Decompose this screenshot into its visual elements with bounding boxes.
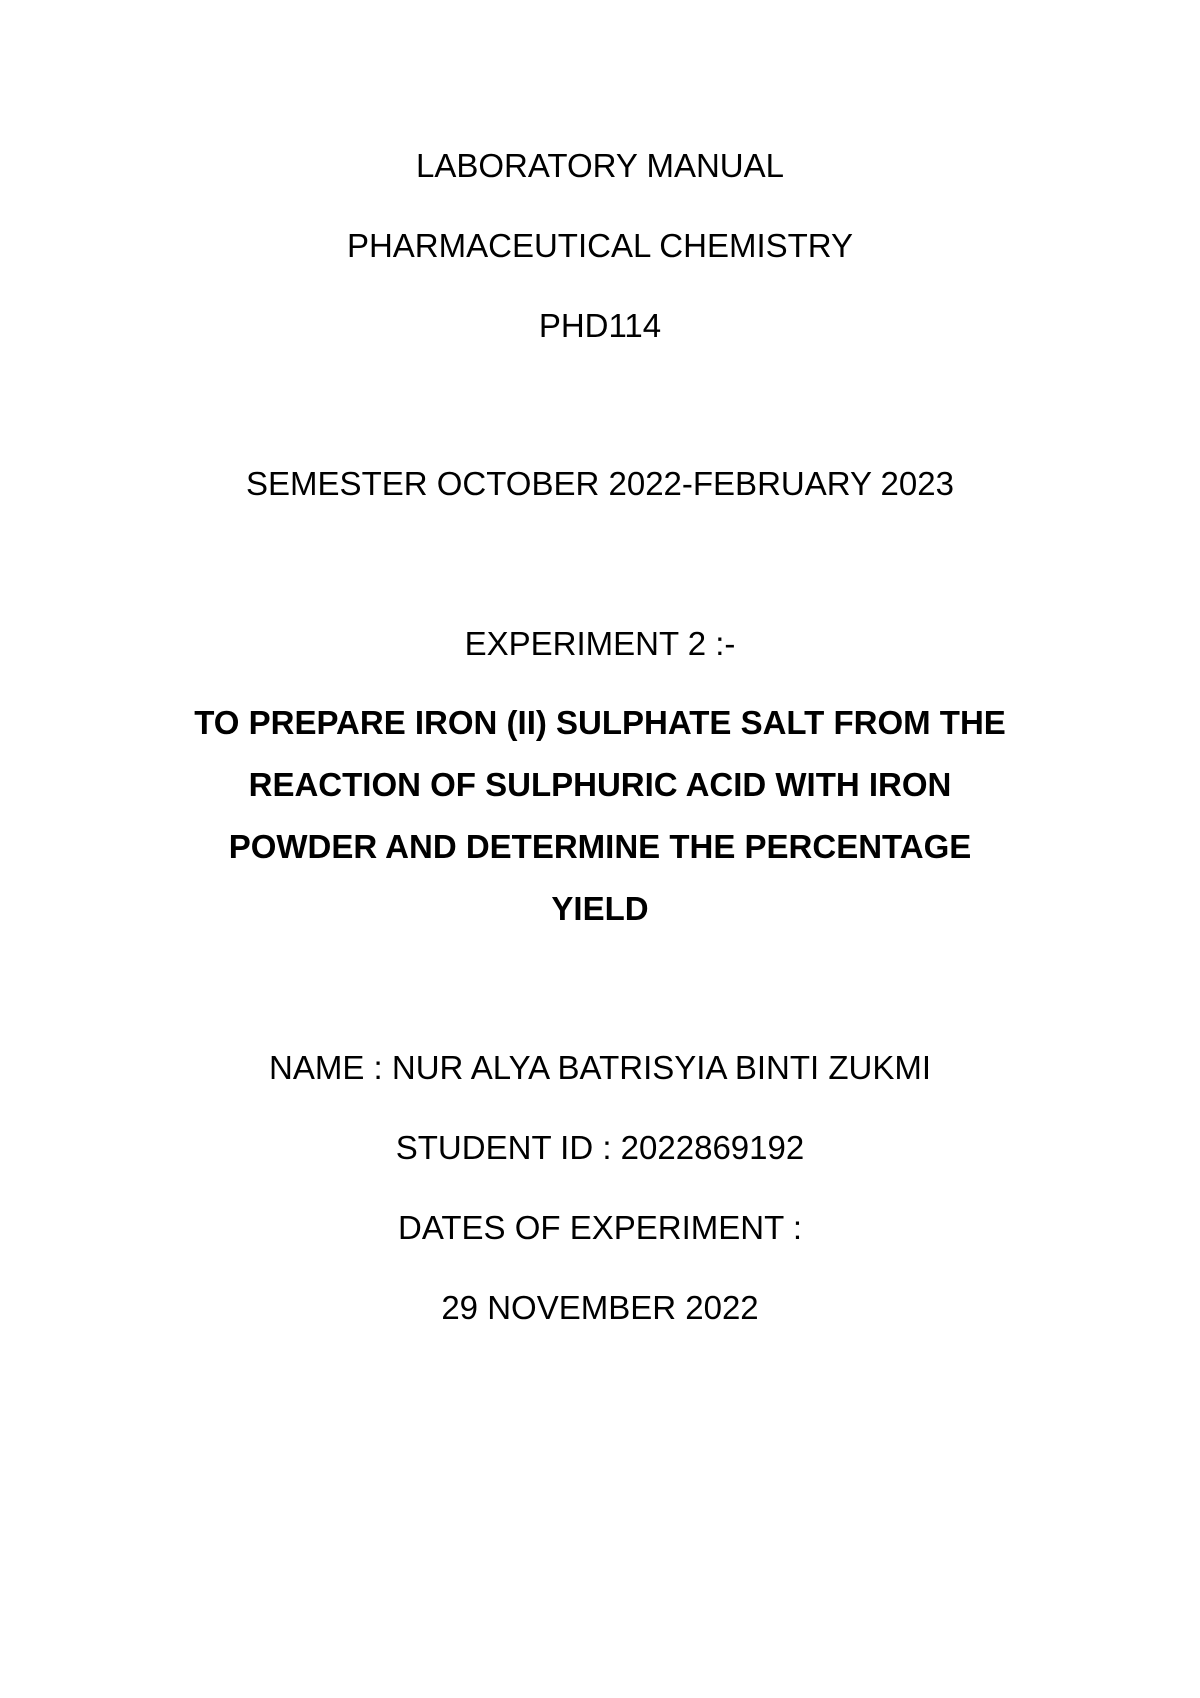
student-name: NAME : NUR ALYA BATRISYIA BINTI ZUKMI <box>269 1049 931 1086</box>
experiment-title-line: TO PREPARE IRON (II) SULPHATE SALT FROM THE <box>194 704 1006 741</box>
manual-heading: LABORATORY MANUAL <box>415 147 784 184</box>
experiment-title-line: REACTION OF SULPHURIC ACID WITH IRON <box>248 766 952 803</box>
experiment-title-line: POWDER AND DETERMINE THE PERCENTAGE <box>228 828 972 865</box>
experiment-date: 29 NOVEMBER 2022 <box>441 1289 759 1326</box>
experiment-title-line: YIELD <box>551 890 649 927</box>
student-id: STUDENT ID : 2022869192 <box>395 1129 805 1166</box>
course-code: PHD114 <box>538 307 662 344</box>
semester-line: SEMESTER OCTOBER 2022-FEBRUARY 2023 <box>246 465 954 502</box>
dates-label: DATES OF EXPERIMENT : <box>397 1209 802 1246</box>
subject-heading: PHARMACEUTICAL CHEMISTRY <box>346 227 854 264</box>
experiment-title <box>120 692 1080 940</box>
experiment-number: EXPERIMENT 2 :- <box>464 625 736 662</box>
